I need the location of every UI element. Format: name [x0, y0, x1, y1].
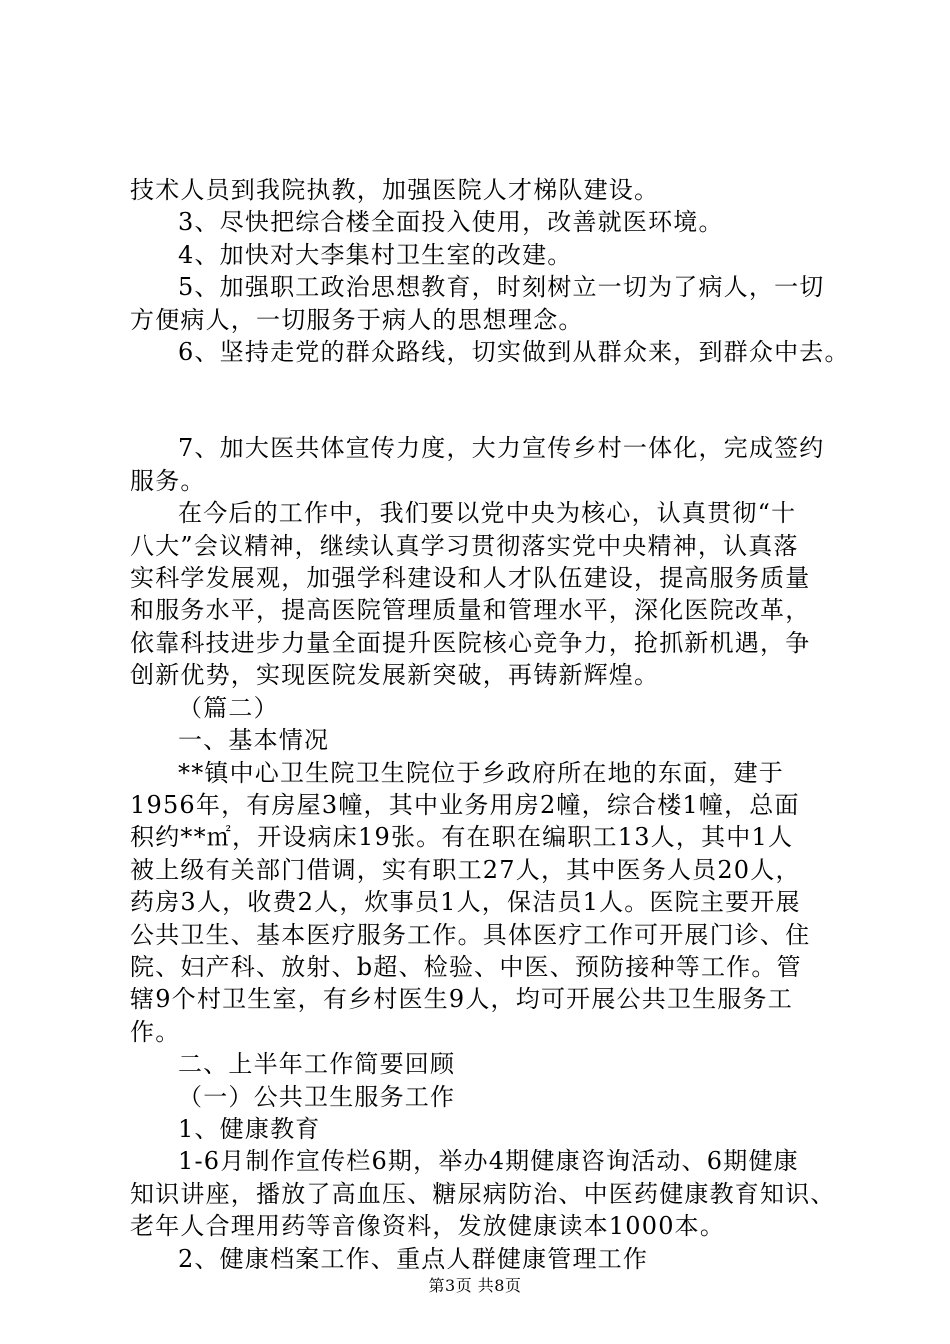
- paragraph-line: 作。: [130, 1017, 181, 1046]
- paragraph-line: 技术人员到我院执教，加强医院人才梯队建设。: [130, 176, 660, 204]
- paragraph-line: **镇中心卫生院卫生院位于乡政府所在地的东面，建于: [178, 758, 784, 787]
- paragraph-line: 1956年，有房屋3幢，其中业务用房2幢，综合楼1幢，总面: [130, 790, 800, 819]
- paragraph-line: 1、健康教育: [178, 1114, 321, 1143]
- paragraph-line: 药房3人，收费2人，炊事员1人，保洁员1人。医院主要开展: [130, 888, 801, 917]
- paragraph-line: 和服务水平，提高医院管理质量和管理水平，深化医院改革，: [130, 596, 811, 625]
- paragraph-line: 依靠科技进步力量全面提升医院核心竞争力，抢抓新机遇，争: [130, 628, 811, 657]
- paragraph-line: 方便病人，一切服务于病人的思想理念。: [130, 305, 584, 334]
- paragraph-line: 积约**㎡，开设病床19张。有在职在编职工13人，其中1人: [130, 823, 794, 852]
- paragraph-line: 被上级有关部门借调，实有职工27人，其中医务人员20人，: [130, 855, 801, 884]
- paragraph-line: 老年人合理用药等音像资料，发放健康读本1000本。: [130, 1212, 726, 1241]
- paragraph-line: （一）公共卫生服务工作: [178, 1082, 456, 1111]
- paragraph-line: 4、加快对大李集村卫生室的改建。: [178, 240, 573, 269]
- paragraph-line: 在今后的工作中，我们要以党中央为核心，认真贯彻“十: [178, 499, 797, 528]
- paragraph-line: 服务。: [130, 466, 206, 495]
- blank-line: [130, 384, 838, 416]
- paragraph-line: 6、坚持走党的群众路线，切实做到从群众来，到群众中去。: [178, 338, 850, 367]
- paragraph-line: 二、上半年工作简要回顾: [178, 1050, 456, 1079]
- paragraph-line: 7、加大医共体宣传力度，大力宣传乡村一体化，完成签约: [178, 434, 825, 463]
- paragraph-line: 八大”会议精神，继续认真学习贯彻落实党中央精神，认真落: [130, 531, 799, 560]
- paragraph-line: 3、尽快把综合楼全面投入使用，改善就医环境。: [178, 208, 724, 237]
- paragraph-line: 知识讲座，播放了高血压、糖尿病防治、中医药健康教育知识、: [130, 1179, 836, 1208]
- paragraph-line: 院、妇产科、放射、b超、检验、中医、预防接种等工作。管: [130, 952, 802, 981]
- paragraph-line: 公共卫生、基本医疗服务工作。具体医疗工作可开展门诊、住: [130, 920, 811, 949]
- paragraph-line: 实科学发展观，加强学科建设和人才队伍建设，提高服务质量: [130, 564, 811, 593]
- document-body: [130, 174, 850, 1275]
- page-footer: 第3页 共8页: [428, 1276, 522, 1295]
- paragraph-line: 辖9个村卫生室，有乡村医生9人，均可开展公共卫生服务工: [130, 985, 793, 1014]
- paragraph-line: 一、基本情况: [178, 726, 330, 755]
- paragraph-line: （篇二）: [178, 693, 279, 722]
- paragraph-line: 创新优势，实现医院发展新突破，再铸新辉煌。: [130, 661, 660, 690]
- paragraph-line: 2、健康档案工作、重点人群健康管理工作: [178, 1244, 649, 1273]
- paragraph-line: 1-6月制作宣传栏6期，举办4期健康咨询活动、6期健康: [178, 1147, 799, 1176]
- paragraph-line: 5、加强职工政治思想教育，时刻树立一切为了病人，一切: [178, 273, 825, 302]
